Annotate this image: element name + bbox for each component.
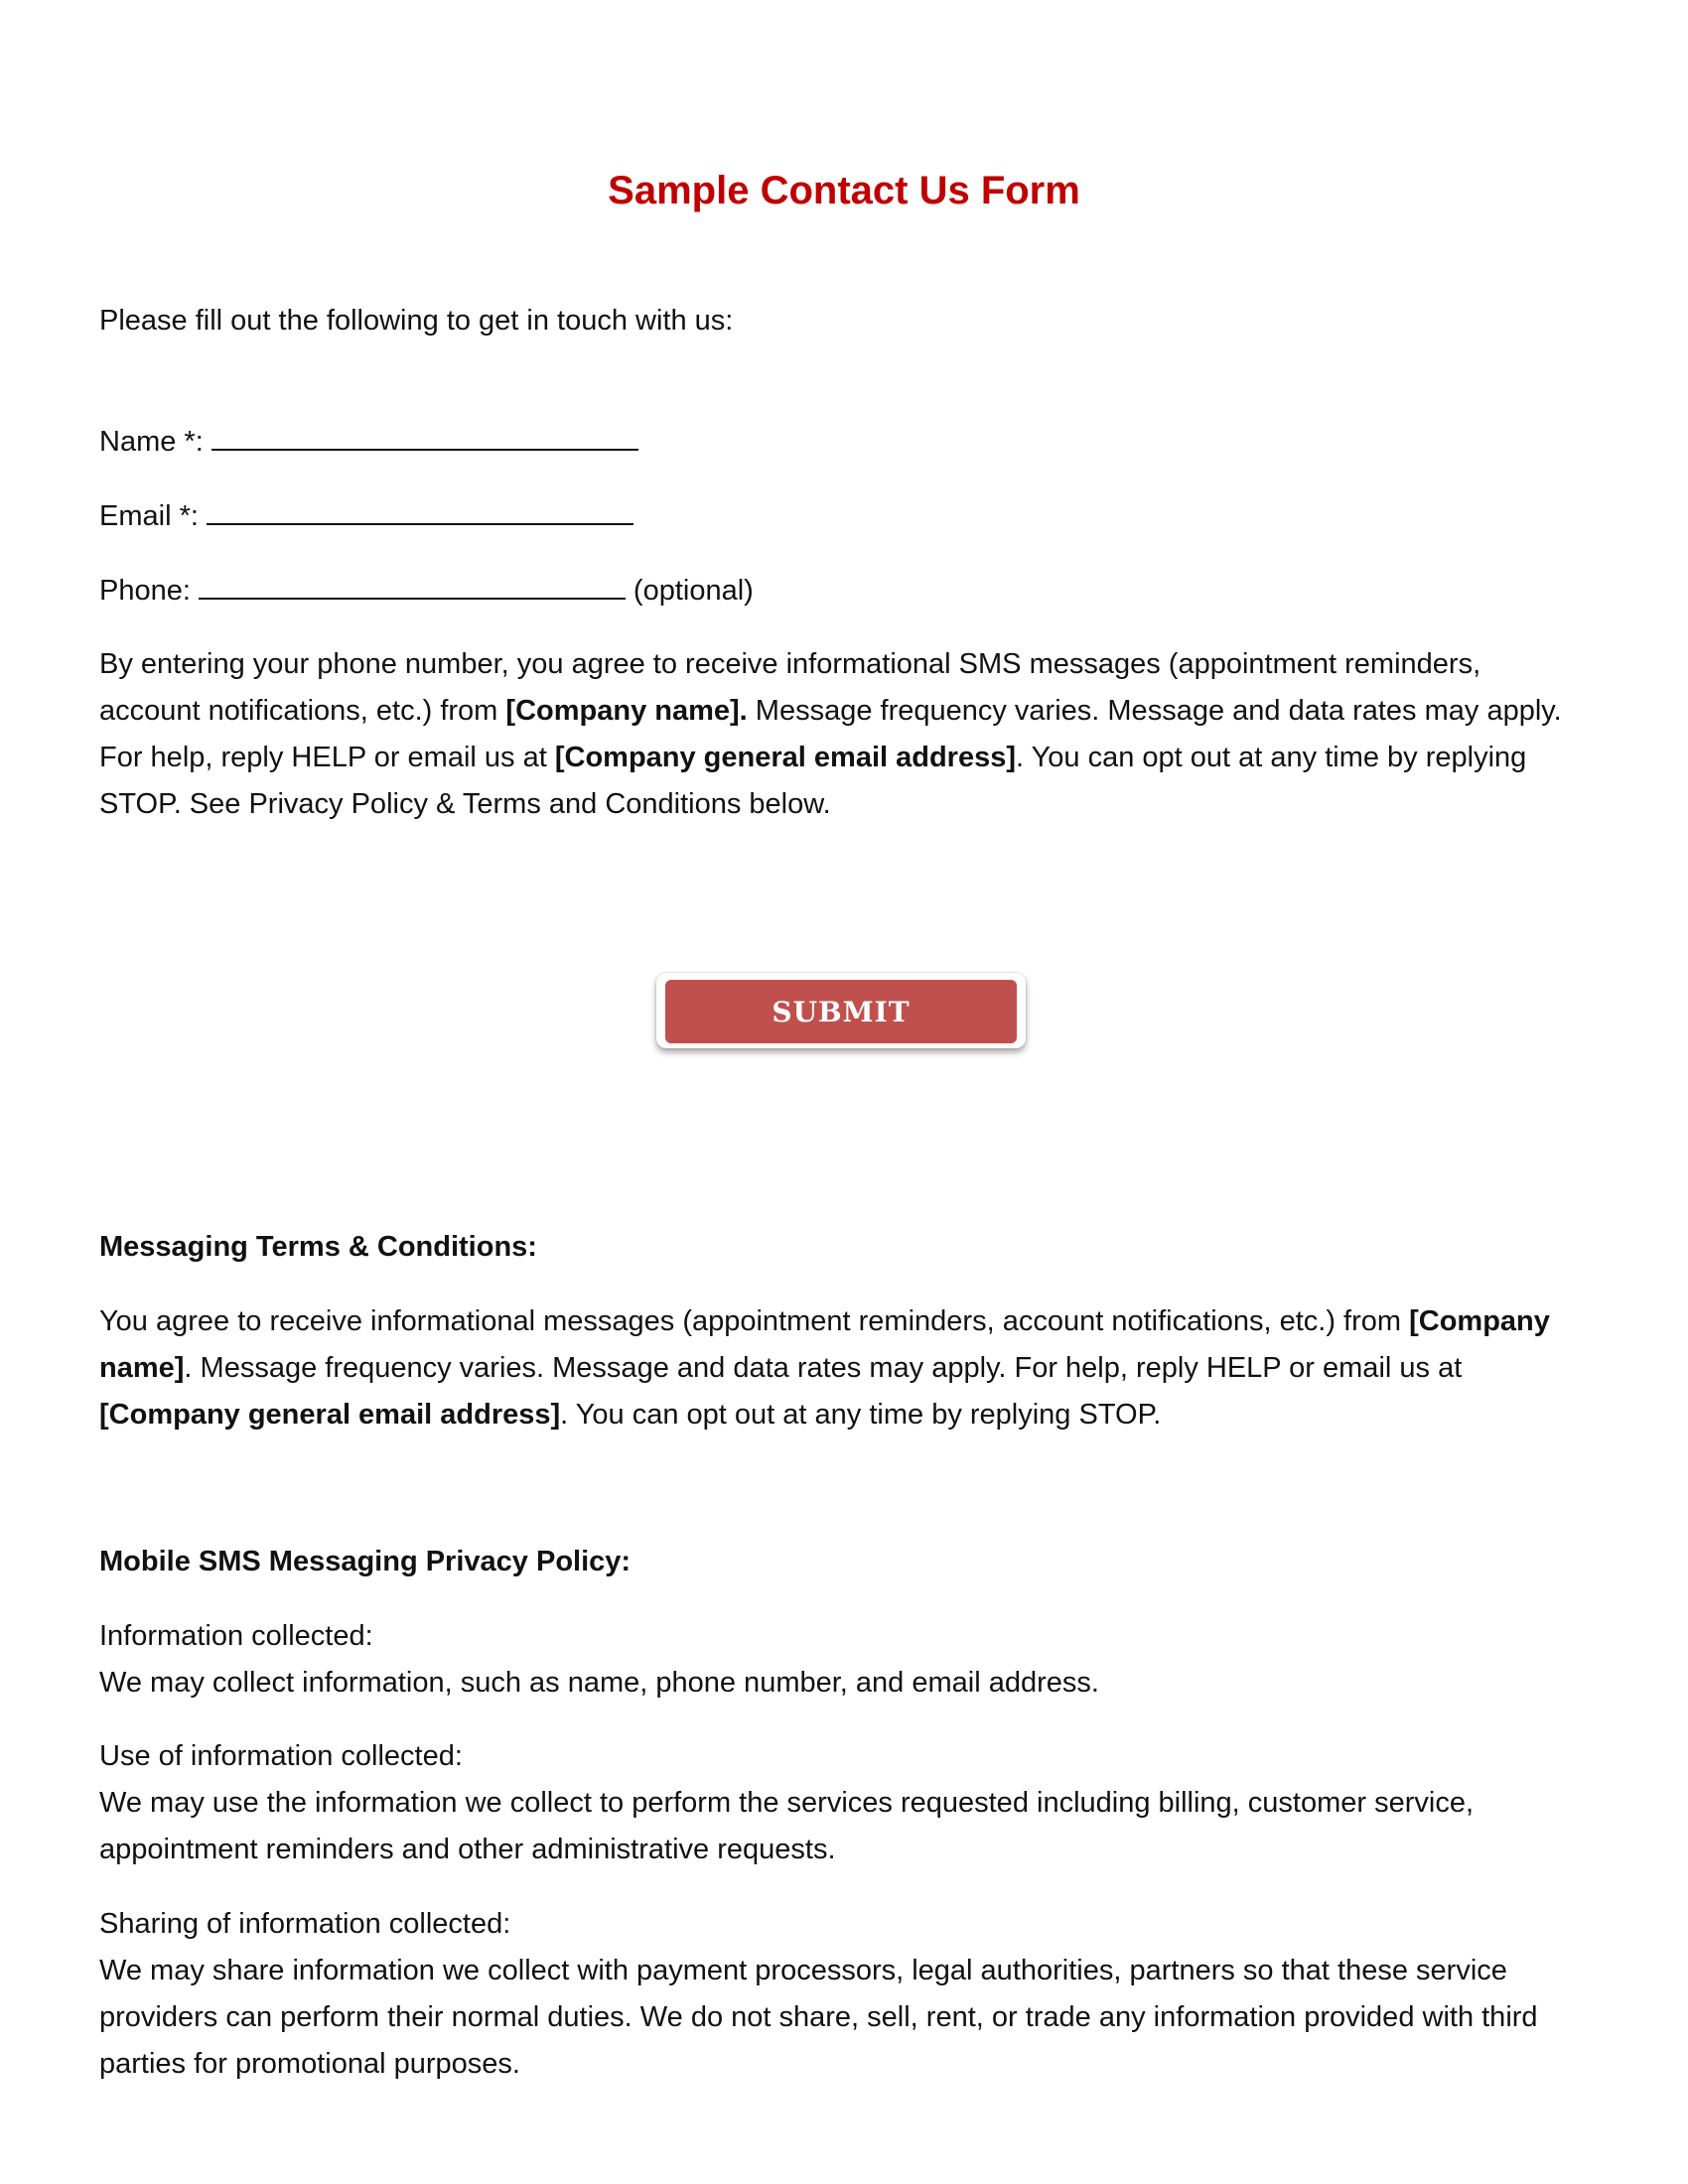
privacy-section-label: Use of information collected: [99, 1740, 463, 1772]
name-label: Name *: [99, 426, 204, 458]
name-field-row [99, 419, 638, 466]
terms-paragraph [99, 1298, 1599, 1438]
privacy-section-label: Information collected: [99, 1620, 373, 1652]
name-input-line[interactable] [211, 425, 638, 451]
email-label: Email *: [99, 500, 199, 532]
submit-button-frame [656, 973, 1026, 1048]
consent-company-email: [Company general email address] [554, 742, 1016, 773]
consent-company-name: [Company name]. [505, 695, 748, 727]
terms-heading: Messaging Terms & Conditions: [99, 1231, 537, 1263]
terms-text-1: You agree to receive informational messages (appointment reminders, account notifications, etc.) from [99, 1305, 1410, 1337]
consent-text-1: By entering your phone number, you agree to receive informational SMS messages (appointment reminders, account notifications, etc.) from [99, 648, 1481, 727]
privacy-section-sharing [99, 1901, 1599, 2088]
phone-input-line[interactable] [199, 574, 626, 600]
terms-company-name: [Company name] [99, 1305, 1550, 1384]
submit-button[interactable]: SUBMIT [665, 980, 1017, 1043]
phone-label: Phone: [99, 575, 191, 607]
privacy-section-text: We may collect information, such as name, phone number, and email address. [99, 1667, 1099, 1699]
privacy-heading: Mobile SMS Messaging Privacy Policy: [99, 1546, 632, 1577]
privacy-section-text: We may share information we collect with payment processors, legal authorities, partners so that these service providers can perform their normal duties. We do not share, sell, rent, or trade any information provided with third parties for promotional purposes. [99, 1955, 1538, 2080]
page-title: Sample Contact Us Form [608, 169, 1080, 212]
email-input-line[interactable] [207, 499, 633, 525]
intro-text: Please fill out the following to get in touch with us: [99, 305, 734, 337]
email-field-row [99, 493, 633, 540]
terms-text-2: . Message frequency varies. Message and data rates may apply. For help, reply HELP or email us at [184, 1352, 1463, 1384]
privacy-section-collected [99, 1613, 1599, 1706]
privacy-section-use [99, 1733, 1599, 1873]
phone-optional-note: (optional) [633, 575, 754, 607]
phone-field-row [99, 568, 754, 614]
terms-company-email: [Company general email address] [99, 1399, 561, 1431]
sms-consent-paragraph [99, 641, 1589, 828]
terms-text-3: . You can opt out at any time by replying STOP. [560, 1399, 1162, 1431]
privacy-section-label: Sharing of information collected: [99, 1908, 511, 1940]
privacy-section-text: We may use the information we collect to perform the services requested including billing, customer service, appointment reminders and other administrative requests. [99, 1787, 1475, 1865]
consent-text-3: . You can opt out at any time by replying STOP. See Privacy Policy & Terms and Conditions below. [99, 742, 1527, 820]
consent-text-2: Message frequency varies. Message and data rates may apply. For help, reply HELP or email us at [99, 695, 1562, 773]
